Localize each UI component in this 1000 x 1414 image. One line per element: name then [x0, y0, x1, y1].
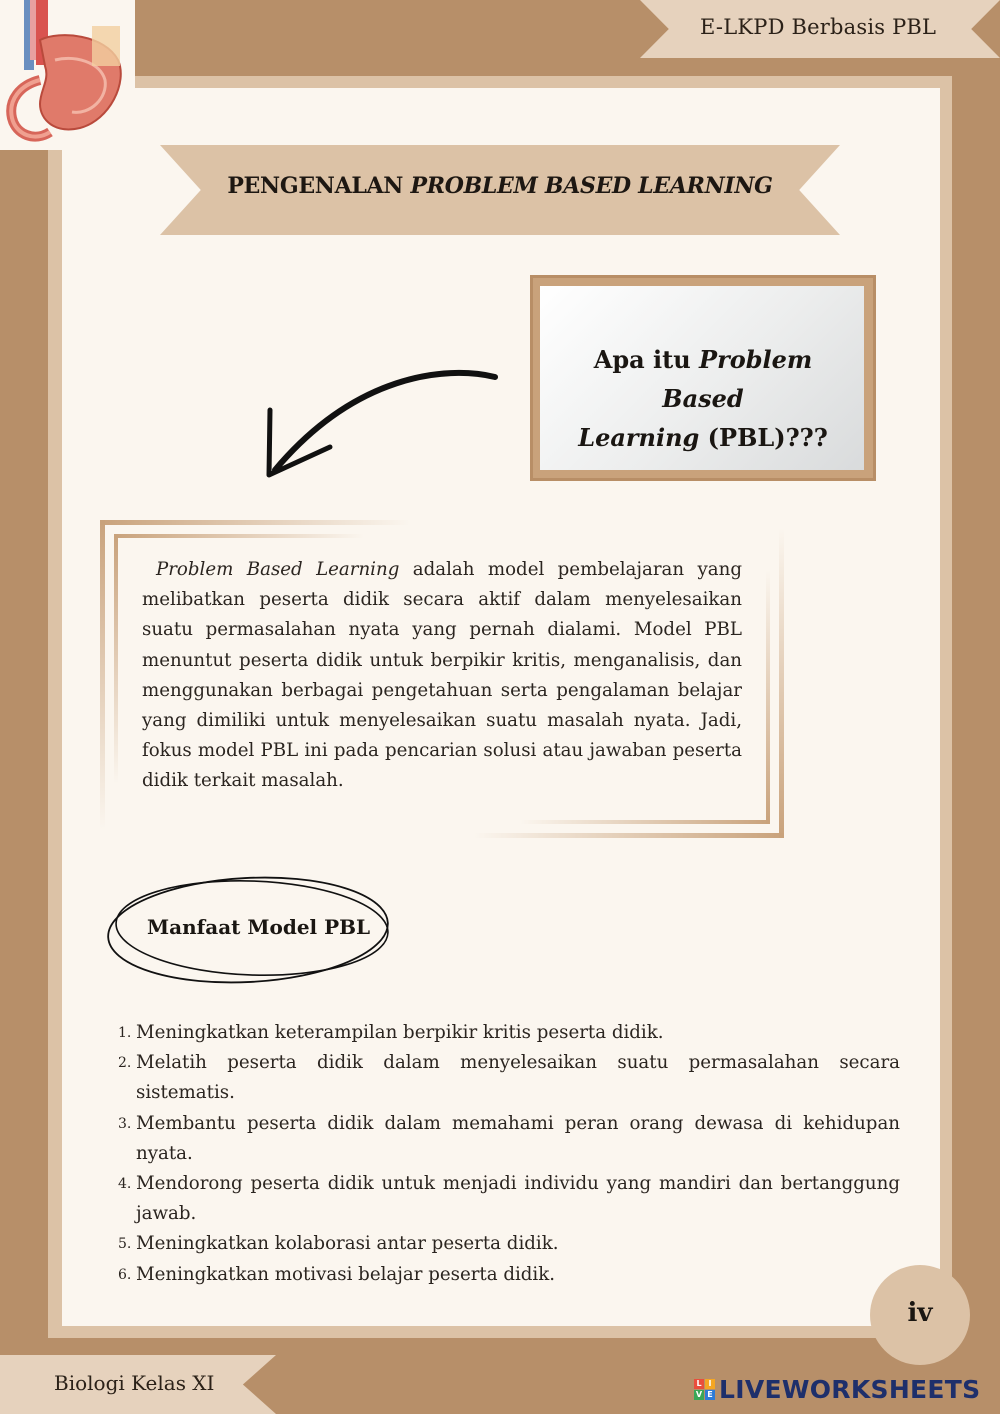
list-item — [114, 1048, 900, 1108]
board-line2-plain: (PBL)??? — [699, 423, 828, 452]
list-item — [114, 1229, 900, 1259]
list-text: Membantu peserta didik dalam memahami peran orang dewasa di kehidupan nyata. — [136, 1112, 900, 1164]
list-item — [114, 1169, 900, 1229]
benefits-heading: Manfaat Model PBL — [147, 915, 371, 939]
list-number: 5. — [118, 1236, 132, 1253]
board-line2-italic: Learning — [578, 423, 700, 452]
list-text: Mendorong peserta didik untuk menjadi individu yang mandiri dan bertanggung jawab. — [136, 1173, 900, 1225]
list-number: 1. — [118, 1025, 132, 1041]
list-item — [114, 1260, 900, 1290]
logo-letter: L — [694, 1379, 704, 1389]
curved-arrow-icon — [255, 355, 515, 490]
list-item — [114, 1018, 900, 1048]
definition-lead: Problem Based Learning — [156, 559, 400, 580]
list-number: 2. — [118, 1055, 132, 1072]
page-title — [160, 173, 840, 199]
definition-paragraph — [142, 555, 742, 797]
logo-letter: I — [705, 1379, 715, 1389]
list-number: 4. — [118, 1176, 132, 1193]
list-text: Meningkatkan kolaborasi antar peserta didik. — [136, 1233, 559, 1255]
list-text: Melatih peserta didik dalam menyelesaikan suatu permasalahan secara sistematis. — [136, 1052, 900, 1104]
title-prefix: PENGENALAN — [227, 173, 411, 199]
footer-ribbon-text: Biologi Kelas XI — [54, 1371, 215, 1395]
watermark-text: LIVEWORKSHEETS — [719, 1374, 981, 1404]
logo-letter: V — [695, 1389, 703, 1399]
list-number: 3. — [118, 1115, 132, 1132]
benefits-list — [114, 1018, 900, 1290]
list-text: Meningkatkan keterampilan berpikir kritis peserta didik. — [136, 1022, 664, 1043]
list-item — [114, 1109, 900, 1169]
logo-letter: E — [705, 1390, 715, 1400]
definition-body: adalah model pembelajaran yang melibatkan peserta didik secara aktif dalam menyelesaikan suatu permasalahan nyata yang pernah dialami. Model PBL menuntut peserta didik untuk berpikir kritis, menganalisis, dan menggunakan berbagai pengetahuan serta pengalaman belajar yang dimiliki untuk menyelesaikan suatu masalah nyata. Jadi, fokus model PBL ini pada pencarian solusi atau jawaban peserta didik terkait masalah. — [142, 559, 742, 792]
liveworksheets-logo-icon — [694, 1379, 715, 1400]
title-italic: PROBLEM BASED LEARNING — [410, 173, 773, 199]
whiteboard-question — [550, 340, 856, 457]
header-ribbon-text: E-LKPD Berbasis PBL — [700, 15, 937, 39]
stomach-illustration-icon — [0, 0, 135, 150]
liveworksheets-watermark[interactable] — [694, 1371, 980, 1407]
list-text: Meningkatkan motivasi belajar peserta didik. — [136, 1263, 556, 1285]
list-number: 6. — [118, 1266, 132, 1283]
board-line1-italic: Problem Based — [662, 345, 813, 413]
page-number: iv — [907, 1298, 933, 1328]
board-line1-plain: Apa itu — [593, 345, 700, 374]
